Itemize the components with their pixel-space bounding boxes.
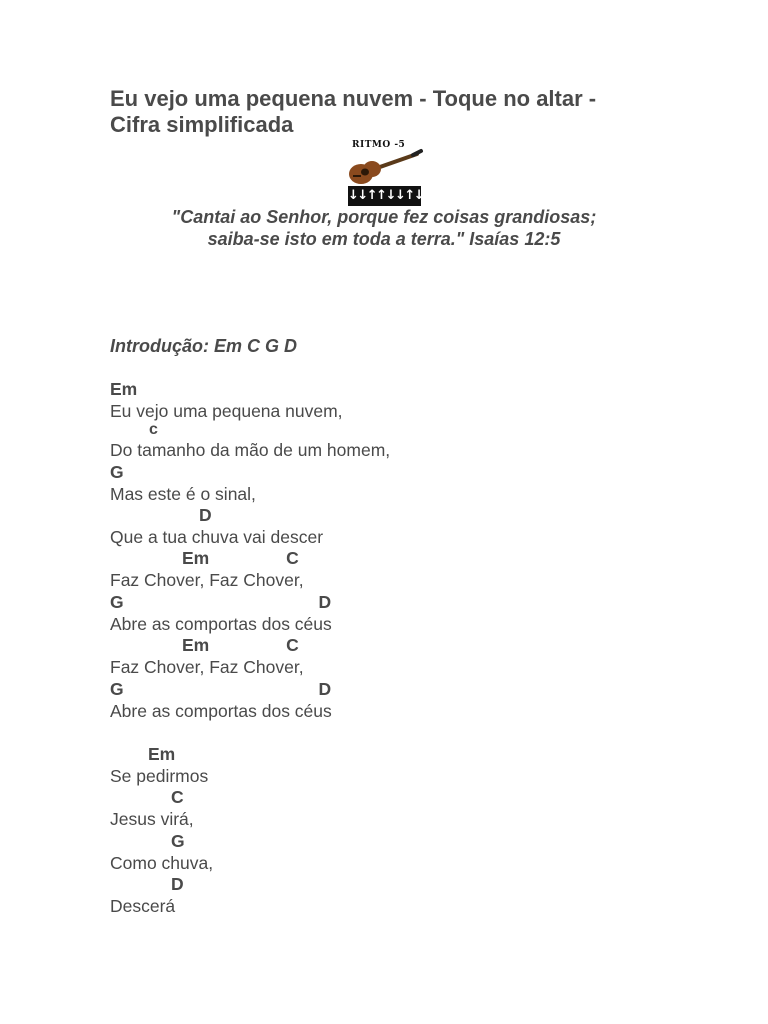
chord-line: G — [110, 462, 124, 482]
lyric-line: Do tamanho da mão de um homem, — [110, 440, 391, 460]
guitar-icon — [347, 148, 423, 186]
chord-line: Em C — [182, 548, 299, 568]
chord-line: Em C — [182, 635, 299, 655]
lyric-line: Faz Chover, Faz Chover, — [110, 570, 304, 590]
chord-line: G D — [110, 592, 332, 612]
chord-line: D — [199, 505, 212, 525]
chord-line: Em — [110, 379, 138, 399]
title-line-2: Cifra simplificada — [110, 112, 294, 137]
chord-line: c — [149, 421, 158, 438]
lyric-line: Se pedirmos — [110, 766, 209, 786]
lyric-line: Mas este é o sinal, — [110, 484, 256, 504]
lyric-line: Como chuva, — [110, 853, 214, 873]
strum-pattern: ↓↓↑↑↓↓↑↓↑↑ — [348, 186, 421, 206]
title-line-1: Eu vejo uma pequena nuvem - Toque no altar - — [110, 86, 597, 111]
chord-line: C — [171, 787, 184, 807]
rhythm-label: RITMO -5 — [352, 140, 406, 150]
intro-chords: Introdução: Em C G D — [110, 336, 298, 356]
lyric-line: Abre as comportas dos céus — [110, 701, 332, 721]
bible-verse — [110, 206, 658, 250]
lyric-line: Que a tua chuva vai descer — [110, 527, 324, 547]
chord-line: D — [171, 874, 184, 894]
lyric-line: Faz Chover, Faz Chover, — [110, 657, 304, 677]
verse-line-2: saiba-se isto em toda a terra." Isaías 12:5 — [207, 229, 561, 249]
verse-line-1: "Cantai ao Senhor, porque fez coisas grandiosas; — [171, 207, 597, 227]
lyric-line: Descerá — [110, 896, 176, 916]
chord-line: G D — [110, 679, 332, 699]
chord-line: Em — [148, 744, 176, 764]
chord-line: G — [171, 831, 185, 851]
lyric-line: Jesus virá, — [110, 809, 194, 829]
page-title — [110, 86, 670, 138]
lyric-line: Eu vejo uma pequena nuvem, — [110, 401, 343, 421]
rhythm-image — [347, 140, 442, 208]
lyric-line: Abre as comportas dos céus — [110, 614, 332, 634]
